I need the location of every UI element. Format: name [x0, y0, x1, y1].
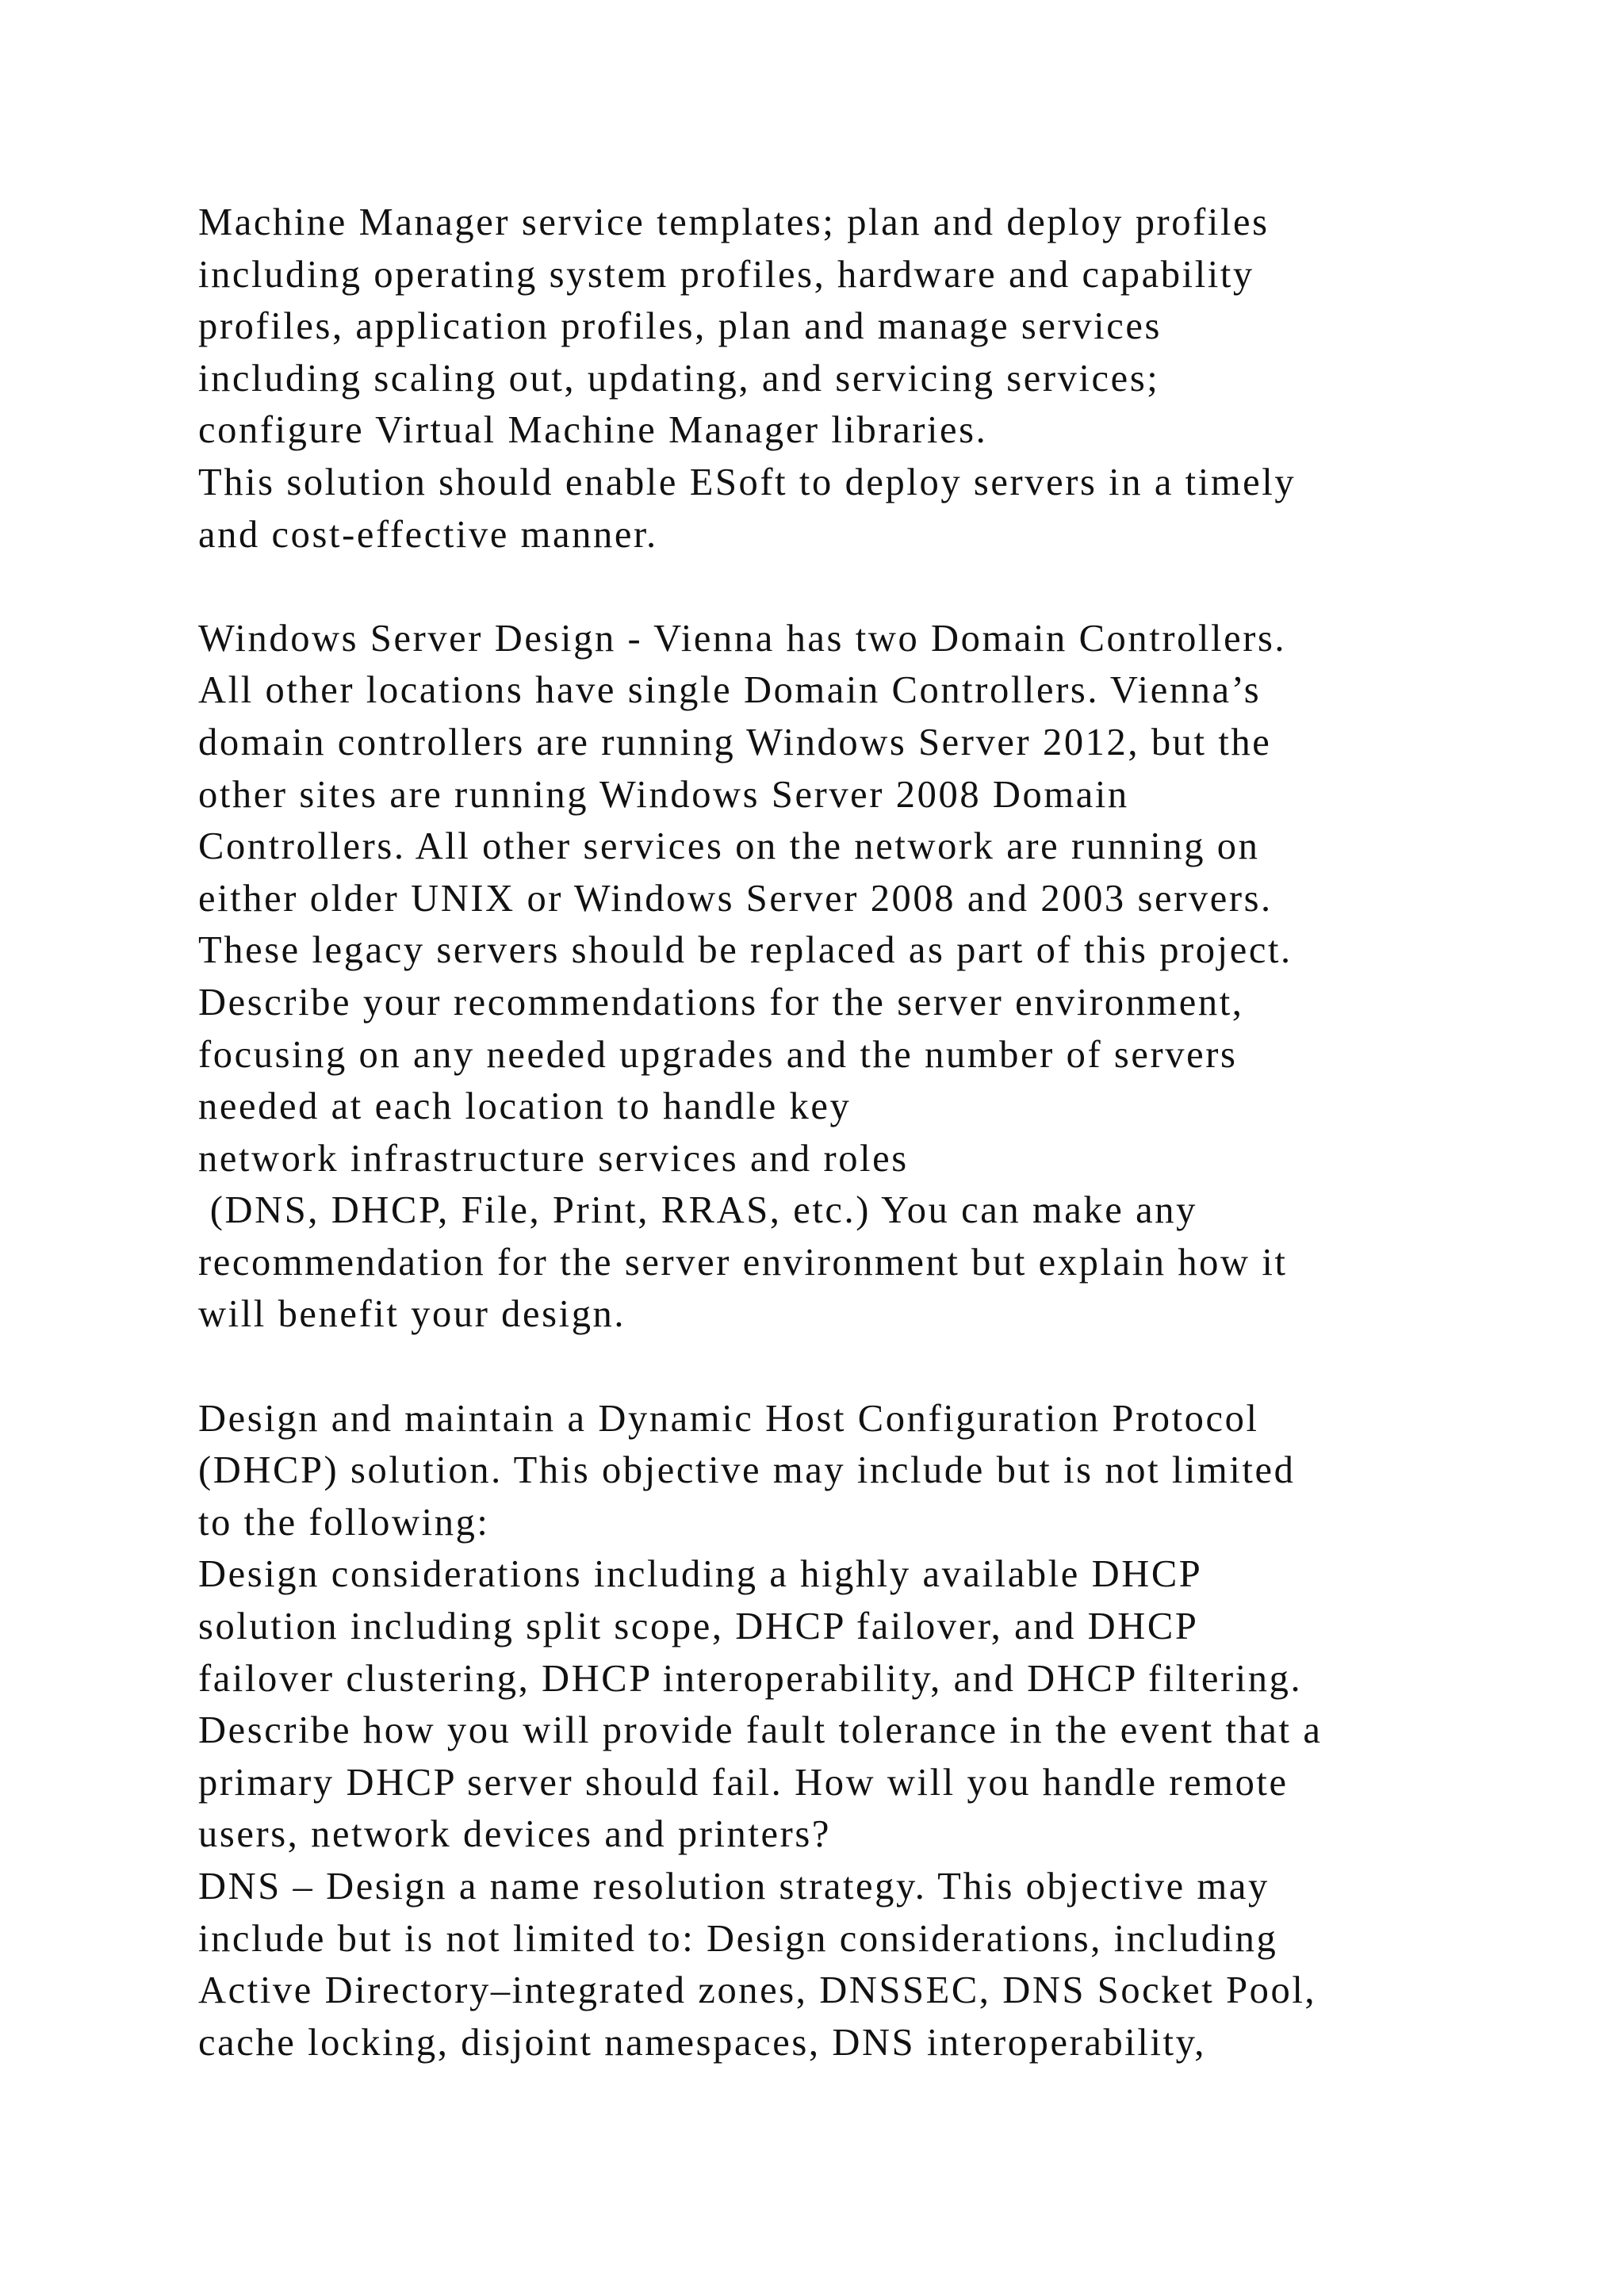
blank-line [198, 1341, 1546, 1393]
text-line: All other locations have single Domain Controllers. Vienna’s [198, 669, 1262, 712]
text-line: Active Directory–integrated zones, DNSSEC, DNS Socket Pool, [198, 1969, 1317, 2012]
text-line: including operating system profiles, hardware and capability [198, 253, 1254, 296]
text-line: including scaling out, updating, and servicing services; [198, 357, 1160, 400]
text-line: and cost-effective manner. [198, 513, 658, 556]
text-line: DNS – Design a name resolution strategy. This objective may [198, 1866, 1270, 1908]
text-line: recommendation for the server environment but explain how it [198, 1241, 1288, 1284]
blank-line [198, 561, 1546, 613]
text-line: Design and maintain a Dynamic Host Configuration Protocol [198, 1397, 1259, 1440]
text-line: focusing on any needed upgrades and the number of servers [198, 1033, 1238, 1076]
text-line: either older UNIX or Windows Server 2008 and 2003 servers. [198, 877, 1273, 920]
text-line: (DHCP) solution. This objective may include but is not limited [198, 1449, 1296, 1492]
text-line: domain controllers are running Windows Server 2012, but the [198, 721, 1272, 763]
text-line: (DNS, DHCP, File, Print, RRAS, etc.) You can make any [198, 1189, 1197, 1232]
document-body [198, 197, 1546, 2068]
text-line: failover clustering, DHCP interoperability, and DHCP filtering. [198, 1657, 1303, 1700]
text-line: Describe your recommendations for the server environment, [198, 981, 1244, 1024]
text-line: solution including split scope, DHCP failover, and DHCP [198, 1605, 1199, 1648]
text-line: Windows Server Design - Vienna has two Domain Controllers. [198, 617, 1287, 660]
text-line: Machine Manager service templates; plan and deploy profiles [198, 201, 1270, 243]
text-line: network infrastructure services and roles [198, 1137, 909, 1180]
text-line: will benefit your design. [198, 1293, 626, 1336]
text-line: Describe how you will provide fault tolerance in the event that a [198, 1709, 1323, 1752]
text-line: These legacy servers should be replaced as part of this project. [198, 929, 1293, 972]
text-line: cache locking, disjoint namespaces, DNS interoperability, [198, 2021, 1207, 2064]
text-line: Design considerations including a highly available DHCP [198, 1553, 1203, 1596]
text-line: include but is not limited to: Design considerations, including [198, 1917, 1278, 1960]
text-line: configure Virtual Machine Manager libraries. [198, 409, 988, 452]
text-line: Controllers. All other services on the network are running on [198, 825, 1260, 868]
text-line: other sites are running Windows Server 2008 Domain [198, 773, 1129, 816]
text-line: users, network devices and printers? [198, 1813, 831, 1856]
text-line: profiles, application profiles, plan and manage services [198, 305, 1162, 348]
text-line: needed at each location to handle key [198, 1085, 852, 1128]
text-line: This solution should enable ESoft to deploy servers in a timely [198, 461, 1297, 503]
text-line: to the following: [198, 1501, 490, 1544]
text-line: primary DHCP server should fail. How will you handle remote [198, 1761, 1289, 1804]
